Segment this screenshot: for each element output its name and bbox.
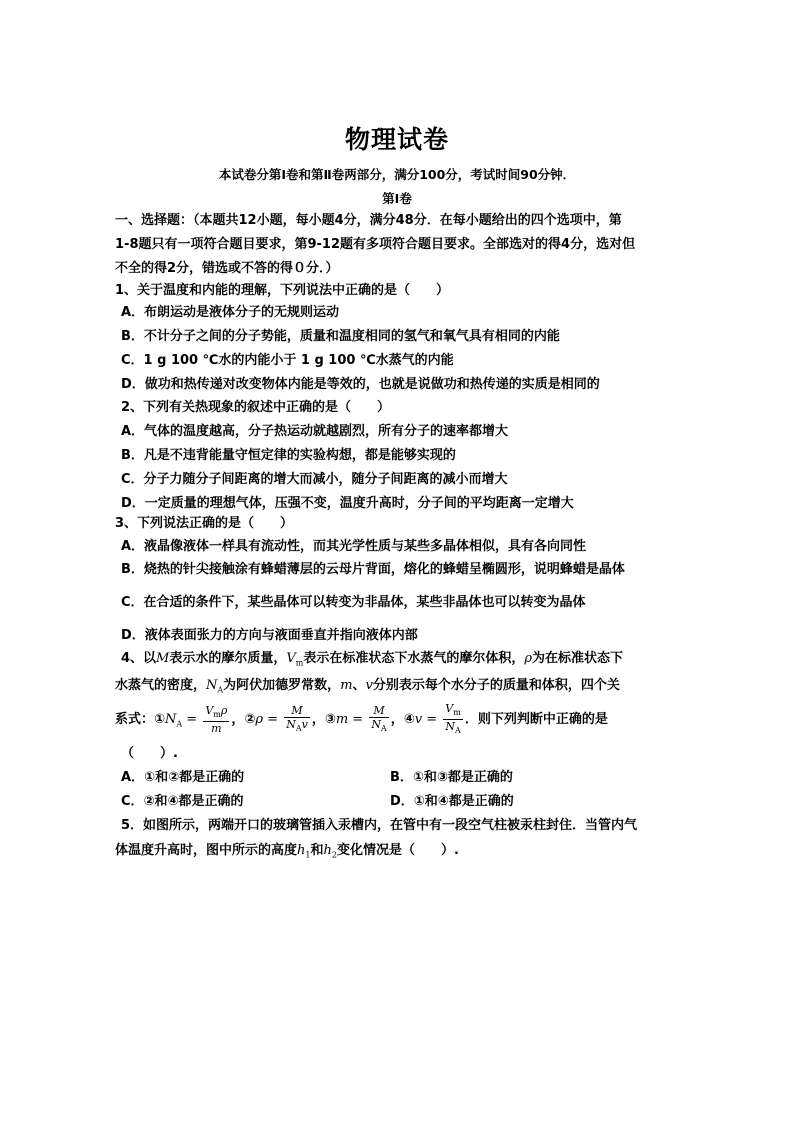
q4-text: 为在标准状态下 xyxy=(532,651,624,666)
eq2-fraction: $\frac{M}{N_Av}$ xyxy=(286,704,308,734)
q4-text: 分别表示每个水分子的质量和体积，四个关 xyxy=(372,678,620,693)
eq1-lhs: $N_A$ xyxy=(165,712,183,729)
section-header-line-2: 1-8题只有一项符合题目要求，第9-12题有多项符合题目要求。全部选对的得4分，选对但 xyxy=(115,237,636,252)
q4-text: ，③ xyxy=(311,712,336,728)
eq1-fraction: $\frac{V_m\rho}{m}$ xyxy=(205,704,228,736)
symbol-molar-mass: M xyxy=(156,651,170,666)
question-4-relations xyxy=(115,702,608,741)
symbol-molar-volume: $V_m$ xyxy=(286,651,304,668)
question-4-answer-bracket: （ ）. xyxy=(121,746,178,761)
question-3-option-d: D．液体表面张力的方向与液面垂直并指向液体内部 xyxy=(121,628,418,643)
page-title: 物理试卷 xyxy=(344,125,449,154)
question-4-option-a: A．①和②都是正确的 xyxy=(121,770,245,785)
equals-sign: = xyxy=(182,712,202,728)
question-1-option-d: D．做功和热传递对改变物体内能是等效的，也就是说做功和热传递的实质是相同的 xyxy=(121,377,600,392)
eq4-fraction: $\frac{V_m}{N_A}$ xyxy=(445,702,461,736)
q5-text: 变化情况是（ ）. xyxy=(336,843,459,858)
symbol-molecule-volume: v xyxy=(365,678,373,693)
q5-text: 体温度升高时，图中所示的高度 xyxy=(115,843,298,858)
eq3-fraction: $\frac{M}{N_A}$ xyxy=(371,704,387,734)
q4-text: ．则下列判断中正确的是 xyxy=(464,712,608,728)
question-5-stem-line-2 xyxy=(115,843,459,864)
q4-text: 4、以 xyxy=(121,651,157,666)
exam-instructions: 本试卷分第Ⅰ卷和第Ⅱ卷两部分，满分100分，考试时间90分钟． xyxy=(218,167,576,182)
question-3-option-c: C．在合适的条件下，某些晶体可以转变为非晶体，某些非晶体也可以转变为晶体 xyxy=(121,595,586,610)
question-1-option-a: A．布朗运动是液体分子的无规则运动 xyxy=(121,305,340,320)
q4-text: 水蒸气的密度， xyxy=(115,678,207,693)
eq2-lhs: ρ xyxy=(255,712,264,728)
question-3-stem: 3、下列说法正确的是（ ） xyxy=(115,516,294,531)
question-4-option-d: D．①和④都是正确的 xyxy=(390,794,514,809)
symbol-height-1: $h_1$ xyxy=(297,843,311,860)
question-2-option-d: D．一定质量的理想气体，压强不变，温度升高时，分子间的平均距离一定增大 xyxy=(121,496,574,511)
question-1-option-b: B．不计分子之间的分子势能，质量和温度相同的氢气和氧气具有相同的内能 xyxy=(121,329,560,344)
q4-text: 为阿伏加德罗常数， xyxy=(223,678,341,693)
question-2-option-b: B．凡是不违背能量守恒定律的实验构想，都是能够实现的 xyxy=(121,448,456,463)
question-4-option-c: C．②和④都是正确的 xyxy=(121,794,244,809)
question-3-option-a: A．液晶像液体一样具有流动性，而其光学性质与某些多晶体相似，具有各向同性 xyxy=(121,539,587,554)
question-1-stem: 1、关于温度和内能的理解，下列说法中正确的是（ ） xyxy=(115,283,450,298)
q4-text: 表示水的摩尔质量， xyxy=(169,651,287,666)
equals-sign: = xyxy=(348,712,368,728)
question-2-stem: 2、下列有关热现象的叙述中正确的是（ ） xyxy=(121,400,391,415)
section-header-line-3: 不全的得2分，错选或不答的得０分．） xyxy=(115,261,339,276)
question-4-option-b: B．①和③都是正确的 xyxy=(390,770,513,785)
symbol-molecule-mass: m xyxy=(340,678,353,693)
volume-label: 第Ⅰ卷 xyxy=(382,191,412,206)
symbol-avogadro: $N_A$ xyxy=(206,678,224,695)
symbol-density: ρ xyxy=(524,651,533,666)
q4-text: 表示在标准状态下水蒸气的摩尔体积， xyxy=(303,651,525,666)
q4-text: 系式：① xyxy=(115,712,166,728)
symbol-height-2: $h_2$ xyxy=(323,843,337,860)
q4-text: 、 xyxy=(352,678,366,693)
question-3-option-b: B．烧热的针尖接触涂有蜂蜡薄层的云母片背面，熔化的蜂蜡呈椭圆形，说明蜂蜡是晶体 xyxy=(121,562,625,577)
q4-text: ，④ xyxy=(390,712,415,728)
q5-text: 和 xyxy=(310,843,324,858)
question-1-option-c: C．1 g 100 ℃水的内能小于 1 g 100 ℃水蒸气的内能 xyxy=(121,353,454,368)
equals-sign: = xyxy=(263,712,283,728)
q4-text: ，② xyxy=(231,712,256,728)
question-2-option-a: A．气体的温度越高，分子热运动就越剧烈，所有分子的速率都增大 xyxy=(121,424,509,439)
question-4-stem-line-1 xyxy=(121,651,623,672)
eq4-lhs: v xyxy=(414,712,423,728)
equals-sign: = xyxy=(422,712,442,728)
question-4-stem-line-2 xyxy=(115,678,620,699)
eq3-lhs: m xyxy=(335,712,349,728)
question-5-stem-line-1: 5．如图所示，两端开口的玻璃管插入汞槽内，在管中有一段空气柱被汞柱封住．当管内气 xyxy=(121,818,638,833)
section-header-line-1: 一、选择题：（本题共12小题，每小题4分，满分48分．在每小题给出的四个选项中，第 xyxy=(115,213,622,228)
question-2-option-c: C．分子力随分子间距离的增大而减小，随分子间距离的减小而增大 xyxy=(121,472,508,487)
